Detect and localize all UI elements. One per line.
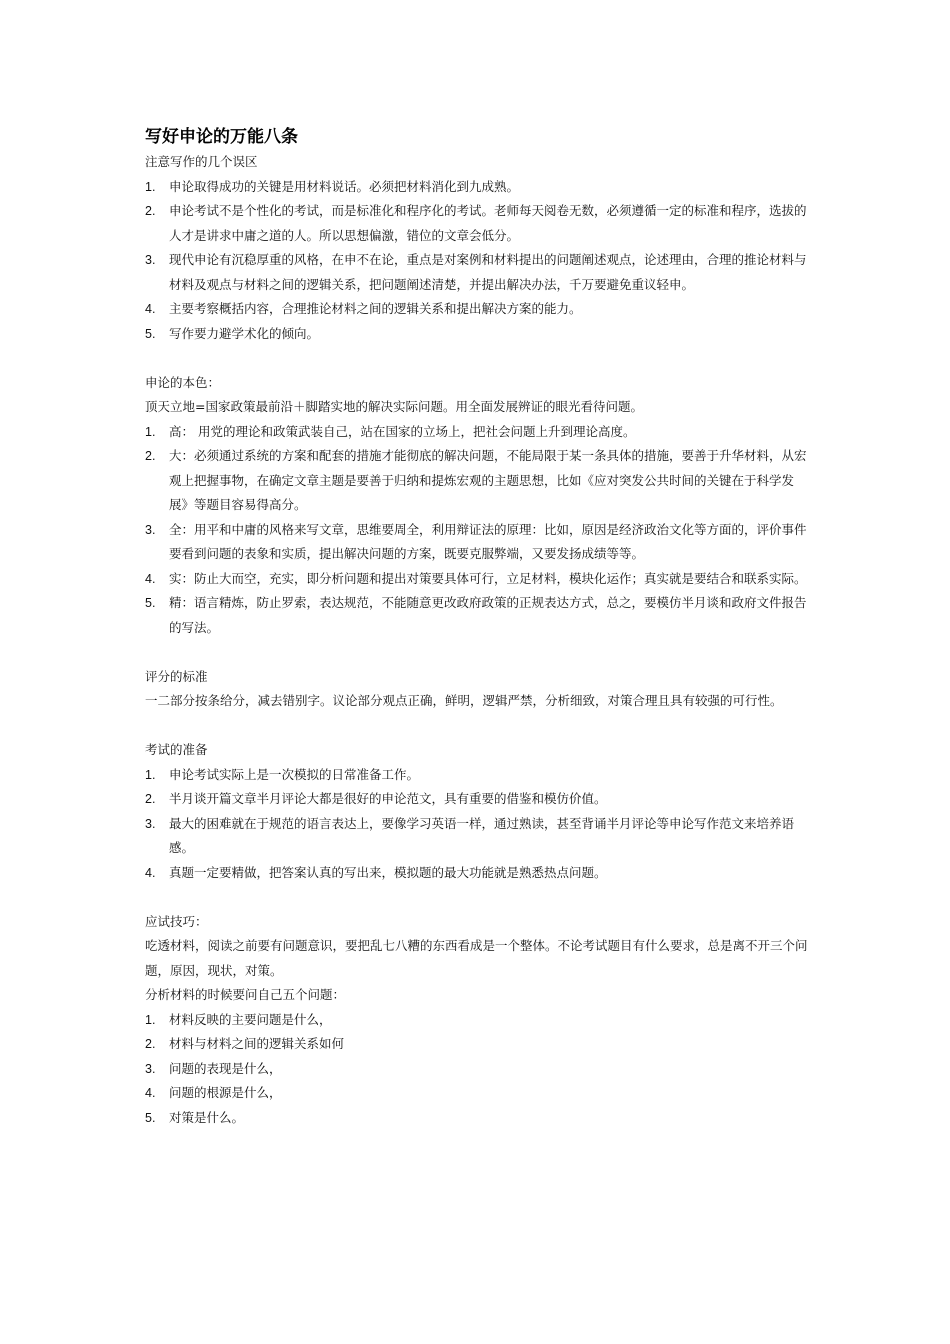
- document-title: 写好申论的万能八条: [145, 127, 298, 147]
- list-item: [145, 591, 810, 640]
- item-text: 半月谈开篇文章半月评论大都是很好的申论范文，具有重要的借鉴和模仿价值。: [169, 791, 607, 806]
- item-text: 问题的根源是什么，: [169, 1085, 282, 1100]
- item-number: 5.: [145, 326, 156, 341]
- item-text: 申论取得成功的关键是用材料说话。必须把材料消化到九成熟。: [169, 178, 520, 194]
- item-number: 3.: [145, 1061, 156, 1076]
- item-text: 高： 用党的理论和政策武装自己，站在国家的立场上，把社会问题上升到理论高度。: [169, 423, 636, 439]
- list-item: [145, 1032, 810, 1057]
- item-text: 写作要力避学术化的倾向。: [169, 325, 320, 341]
- item-text: 对策是什么。: [169, 1109, 245, 1125]
- item-number: 1.: [145, 1012, 156, 1027]
- list-item: [145, 1008, 810, 1033]
- item-number: 5.: [145, 1110, 156, 1125]
- paragraph-gap: [145, 885, 810, 910]
- item-number: 1.: [145, 424, 156, 439]
- item-number: 1.: [145, 179, 156, 194]
- paragraph-gap: [145, 346, 810, 371]
- list-item: [145, 1057, 810, 1082]
- item-text: 全：用平和中庸的风格来写文章，思维要周全，利用辩证法的原理：比如，原因是经济政治文化等方面的，评价事件要看到问题的表象和实质，提出解决问题的方案，既要克服弊端，又要发扬成绩等等。: [169, 521, 807, 561]
- item-number: 2.: [145, 204, 156, 218]
- item-number: 3.: [145, 253, 156, 267]
- item-text: 实：防止大而空，充实，即分析问题和提出对策要具体可行，立足材料，模块化运作；真实就是要结合和联系实际。: [169, 570, 807, 586]
- section-heading-mistakes: 注意写作的几个误区: [145, 154, 258, 169]
- item-number: 1.: [145, 767, 156, 782]
- section-intro-secondary: 分析材料的时候要问自己五个问题：: [145, 987, 346, 1002]
- list-item: [145, 1081, 810, 1106]
- list-item: [145, 444, 810, 518]
- document-page: [145, 124, 810, 1130]
- list-item: [145, 787, 810, 812]
- item-number: 3.: [145, 522, 156, 537]
- section-heading-techniques: 应试技巧：: [145, 913, 208, 929]
- item-number: 3.: [145, 816, 156, 831]
- item-number: 4.: [145, 302, 156, 316]
- item-number: 5.: [145, 596, 156, 610]
- section-heading-preparation: 考试的准备: [145, 742, 208, 757]
- item-text: 大：必须通过系统的方案和配套的措施才能彻底的解决问题，不能局限于某一条具体的措施，要善于升华材料，从宏观上把握事物，在确定文章主题是要善于归纳和提炼宏观的主题思想，比如《应对突发公共时间的关键在于科学发展》等题目容易得高分。: [169, 448, 807, 512]
- list-item: [145, 420, 810, 445]
- item-number: 4.: [145, 1086, 156, 1100]
- list-item: [145, 175, 810, 200]
- item-text: 主要考察概括内容，合理推论材料之间的逻辑关系和提出解决方案的能力。: [169, 301, 582, 316]
- item-text: 精：语言精炼，防止罗索，表达规范，不能随意更改政府政策的正规表达方式，总之，要模仿半月谈和政府文件报告的写法。: [169, 595, 807, 635]
- item-text: 申论考试不是个性化的考试，而是标准化和程序化的考试。老师每天阅卷无数，必须遵循一定的标准和程序，选拔的人才是讲求中庸之道的人。所以思想偏激，错位的文章会低分。: [169, 203, 807, 243]
- list-item: [145, 322, 810, 347]
- list-item: [145, 812, 810, 861]
- list-item: [145, 763, 810, 788]
- list-item: [145, 297, 810, 322]
- list-item: [145, 518, 810, 567]
- section-heading-essence: 申论的本色：: [145, 374, 221, 390]
- list-item: [145, 861, 810, 886]
- item-text: 最大的困难就在于规范的语言表达上，要像学习英语一样，通过熟读，甚至背诵半月评论等申论写作范文来培养语感。: [169, 815, 795, 855]
- paragraph-gap: [145, 640, 810, 665]
- item-text: 真题一定要精做，把答案认真的写出来，模拟题的最大功能就是熟悉热点问题。: [169, 864, 607, 880]
- section-intro: 一二部分按条给分，减去错别字。议论部分观点正确，鲜明，逻辑严禁，分析细致，对策合理且具有较强的可行性。: [145, 693, 783, 708]
- section-intro: 顶天立地=国家政策最前沿＋脚踏实地的解决实际问题。用全面发展辨证的眼光看待问题。: [145, 399, 643, 414]
- item-text: 材料与材料之间的逻辑关系如何: [169, 1036, 345, 1051]
- item-number: 4.: [145, 571, 156, 586]
- list-item: [145, 199, 810, 248]
- item-text: 现代申论有沉稳厚重的风格，在申不在论，重点是对案例和材料提出的问题阐述观点，论述理由，合理的推论材料与材料及观点与材料之间的逻辑关系，把问题阐述清楚，并提出解决办法，千万要避免重议轻申。: [169, 252, 807, 292]
- paragraph-gap: [145, 714, 810, 739]
- item-text: 问题的表现是什么，: [169, 1060, 282, 1076]
- item-number: 2.: [145, 1037, 156, 1051]
- item-number: 2.: [145, 449, 156, 463]
- section-heading-scoring: 评分的标准: [145, 668, 208, 684]
- list-item: [145, 1106, 810, 1131]
- item-text: 材料反映的主要问题是什么，: [169, 1011, 332, 1027]
- item-number: 4.: [145, 865, 156, 880]
- section-intro: 吃透材料，阅读之前要有问题意识，要把乱七八糟的东西看成是一个整体。不论考试题目有什么要求，总是离不开三个问题，原因，现状，对策。: [145, 938, 808, 978]
- list-item: [145, 567, 810, 592]
- item-text: 申论考试实际上是一次模拟的日常准备工作。: [169, 766, 420, 782]
- list-item: [145, 248, 810, 297]
- item-number: 2.: [145, 792, 156, 806]
